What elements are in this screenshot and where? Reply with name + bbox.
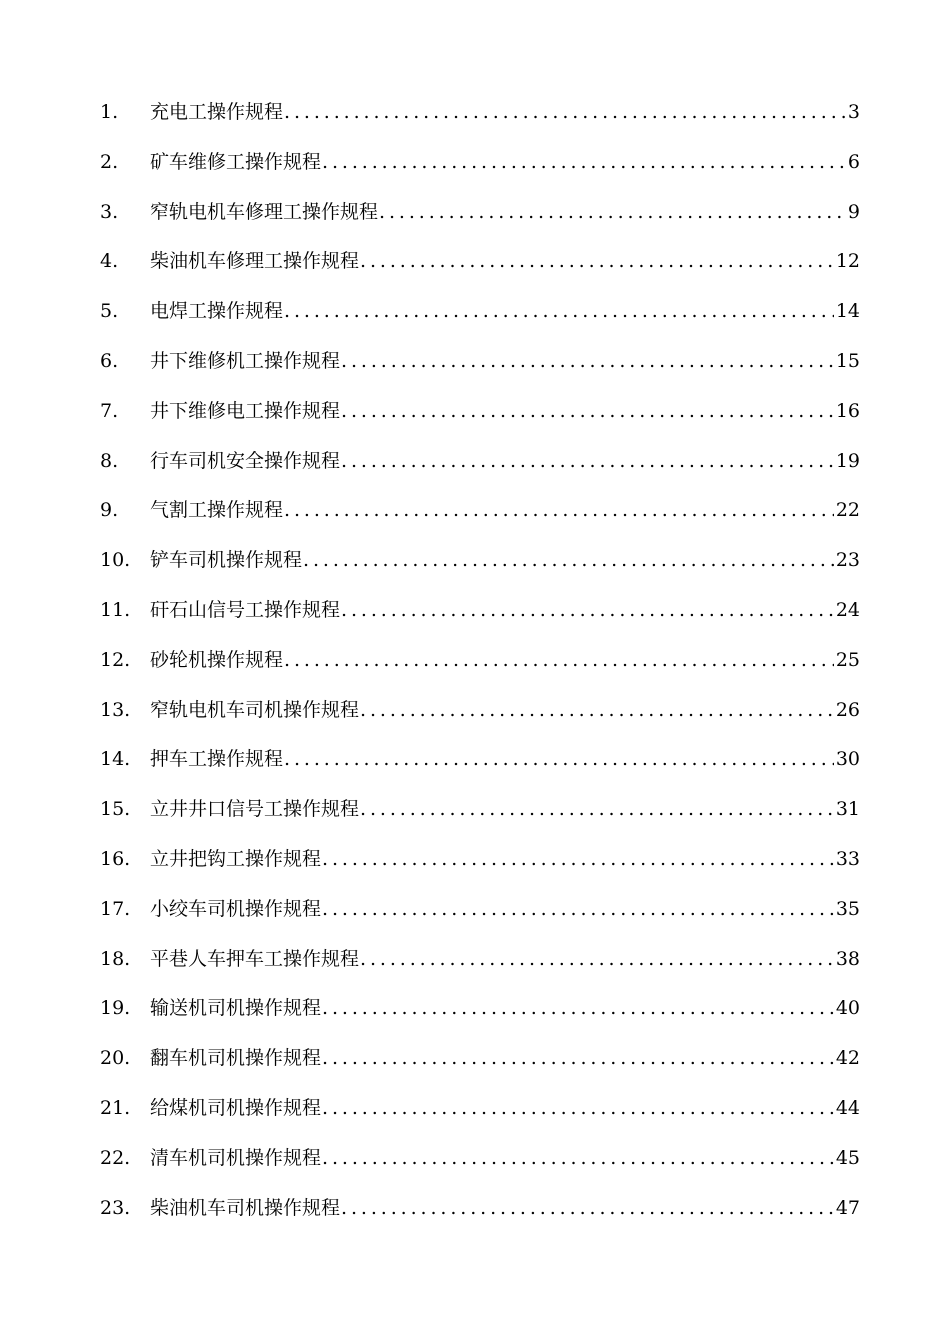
toc-entry-title[interactable]: 立井把钩工操作规程 xyxy=(150,847,322,870)
toc-entry[interactable] xyxy=(100,1034,860,1084)
toc-entry[interactable] xyxy=(100,735,860,785)
toc-entry-title[interactable]: 井下维修电工操作规程 xyxy=(150,399,341,422)
toc-entry-number: 19. xyxy=(100,997,131,1020)
toc-entry[interactable] xyxy=(100,138,860,188)
toc-entry-number: 15. xyxy=(100,798,131,821)
toc-entry-page[interactable]: 25 xyxy=(835,648,860,671)
toc-entry[interactable] xyxy=(100,785,860,835)
toc-entry-page[interactable]: 45 xyxy=(835,1146,860,1169)
toc-dot-leader xyxy=(322,1084,834,1134)
toc-entry-number: 16. xyxy=(100,847,131,870)
toc-entry[interactable] xyxy=(100,88,860,138)
toc-entry[interactable] xyxy=(100,1084,860,1134)
toc-entry-page[interactable]: 26 xyxy=(835,698,860,721)
toc-entry-page[interactable]: 30 xyxy=(835,748,860,771)
toc-entry-page[interactable]: 40 xyxy=(835,997,860,1020)
toc-entry-page[interactable]: 14 xyxy=(835,300,860,323)
toc-entry-title[interactable]: 窄轨电机车司机操作规程 xyxy=(150,698,360,721)
toc-entry-title[interactable]: 窄轨电机车修理工操作规程 xyxy=(150,200,379,223)
toc-entry-page[interactable]: 6 xyxy=(847,150,860,173)
toc-dot-leader xyxy=(284,287,834,337)
toc-entry-number: 2. xyxy=(100,150,119,173)
toc-entry-title[interactable]: 柴油机车司机操作规程 xyxy=(150,1196,341,1219)
toc-entry-page[interactable]: 3 xyxy=(847,101,860,123)
toc-entry-page[interactable]: 42 xyxy=(835,1047,860,1070)
toc-entry[interactable] xyxy=(100,437,860,487)
toc-dot-leader xyxy=(379,188,846,238)
toc-entry-page[interactable]: 35 xyxy=(835,897,860,920)
toc-entry-number: 18. xyxy=(100,947,131,970)
toc-entry-title[interactable]: 井下维修机工操作规程 xyxy=(150,349,341,372)
toc-entry-page[interactable]: 16 xyxy=(835,399,860,422)
toc-entry-title[interactable]: 矿车维修工操作规程 xyxy=(150,150,322,173)
toc-entry-number: 5. xyxy=(100,300,119,323)
toc-dot-leader xyxy=(284,486,834,536)
toc-entry-page[interactable]: 23 xyxy=(835,549,860,572)
toc-dot-leader xyxy=(360,686,834,736)
toc-entry[interactable] xyxy=(100,586,860,636)
toc-entry[interactable] xyxy=(100,337,860,387)
toc-entry[interactable] xyxy=(100,636,860,686)
toc-entry-number: 22. xyxy=(100,1146,131,1169)
toc-entry-number: 23. xyxy=(100,1196,131,1219)
toc-entry[interactable] xyxy=(100,486,860,536)
toc-entry-page[interactable]: 12 xyxy=(835,250,860,273)
toc-dot-leader xyxy=(341,586,834,636)
toc-entry-page[interactable]: 44 xyxy=(835,1096,860,1119)
toc-entry[interactable] xyxy=(100,237,860,287)
toc-entry-number: 10. xyxy=(100,549,131,572)
toc-dot-leader xyxy=(284,636,834,686)
toc-entry-number: 6. xyxy=(100,349,119,372)
toc-dot-leader xyxy=(284,735,834,785)
toc-entry-page[interactable]: 31 xyxy=(835,798,860,821)
toc-dot-leader xyxy=(360,935,834,985)
toc-entry-title[interactable]: 输送机司机操作规程 xyxy=(150,997,322,1020)
toc-dot-leader xyxy=(341,1184,834,1234)
toc-entry-title[interactable]: 矸石山信号工操作规程 xyxy=(150,598,341,621)
toc-entry-title[interactable]: 铲车司机操作规程 xyxy=(150,549,303,572)
toc-entry-number: 9. xyxy=(100,499,119,522)
toc-entry[interactable] xyxy=(100,984,860,1034)
toc-dot-leader xyxy=(322,138,846,188)
toc-entry-page[interactable]: 9 xyxy=(847,200,860,223)
toc-entry[interactable] xyxy=(100,536,860,586)
toc-entry-title[interactable]: 柴油机车修理工操作规程 xyxy=(150,250,360,273)
toc-entry-page[interactable]: 19 xyxy=(835,449,860,472)
toc-entry-number: 21. xyxy=(100,1096,131,1119)
toc-dot-leader xyxy=(341,337,834,387)
toc-entry[interactable] xyxy=(100,1134,860,1184)
toc-entry-title[interactable]: 气割工操作规程 xyxy=(150,499,284,522)
toc-dot-leader xyxy=(303,536,834,586)
toc-entry[interactable] xyxy=(100,387,860,437)
toc-entry-number: 11. xyxy=(100,598,131,621)
toc-entry[interactable] xyxy=(100,885,860,935)
toc-entry-number: 1. xyxy=(100,101,119,123)
toc-entry-number: 20. xyxy=(100,1047,131,1070)
toc-dot-leader xyxy=(322,984,834,1034)
toc-entry-page[interactable]: 33 xyxy=(835,847,860,870)
toc-entry[interactable] xyxy=(100,1184,860,1234)
toc-entry-title[interactable]: 平巷人车押车工操作规程 xyxy=(150,947,360,970)
toc-entry-title[interactable]: 清车机司机操作规程 xyxy=(150,1146,322,1169)
toc-entry-page[interactable]: 38 xyxy=(835,947,860,970)
toc-dot-leader xyxy=(360,237,834,287)
toc-entry-number: 12. xyxy=(100,648,131,671)
toc-entry[interactable] xyxy=(100,686,860,736)
toc-dot-leader xyxy=(341,437,834,487)
toc-entry-title[interactable]: 给煤机司机操作规程 xyxy=(150,1096,322,1119)
toc-entry-number: 17. xyxy=(100,897,131,920)
toc-entry-number: 8. xyxy=(100,449,119,472)
toc-entry-page[interactable]: 22 xyxy=(835,499,860,522)
toc-entry-number: 13. xyxy=(100,698,131,721)
toc-entry-number: 14. xyxy=(100,748,131,771)
toc-entry-title[interactable]: 翻车机司机操作规程 xyxy=(150,1047,322,1070)
toc-entry[interactable] xyxy=(100,287,860,337)
toc-dot-leader xyxy=(341,387,834,437)
toc-entry[interactable] xyxy=(100,188,860,238)
toc-entry-number: 4. xyxy=(100,250,119,273)
toc-dot-leader xyxy=(322,835,834,885)
toc-entry-title[interactable]: 行车司机安全操作规程 xyxy=(150,449,341,472)
toc-entry-title[interactable]: 电焊工操作规程 xyxy=(150,300,284,323)
toc-entry-title[interactable]: 立井井口信号工操作规程 xyxy=(150,798,360,821)
toc-entry-title[interactable]: 砂轮机操作规程 xyxy=(150,648,284,671)
toc-entry-number: 7. xyxy=(100,399,119,422)
toc-entry-number: 3. xyxy=(100,200,119,223)
toc-dot-leader xyxy=(360,785,834,835)
toc-entry[interactable] xyxy=(100,835,860,885)
toc-entry-page[interactable]: 47 xyxy=(835,1196,860,1219)
table-of-contents xyxy=(100,88,860,1233)
toc-dot-leader xyxy=(322,885,834,935)
toc-entry-title[interactable]: 小绞车司机操作规程 xyxy=(150,897,322,920)
toc-dot-leader xyxy=(322,1134,834,1184)
toc-dot-leader xyxy=(284,88,846,138)
toc-dot-leader xyxy=(322,1034,834,1084)
toc-entry-page[interactable]: 24 xyxy=(835,598,860,621)
toc-entry-title[interactable]: 充电工操作规程 xyxy=(150,101,284,123)
toc-entry-title[interactable]: 押车工操作规程 xyxy=(150,748,284,771)
toc-entry-page[interactable]: 15 xyxy=(835,349,860,372)
toc-entry[interactable] xyxy=(100,935,860,985)
